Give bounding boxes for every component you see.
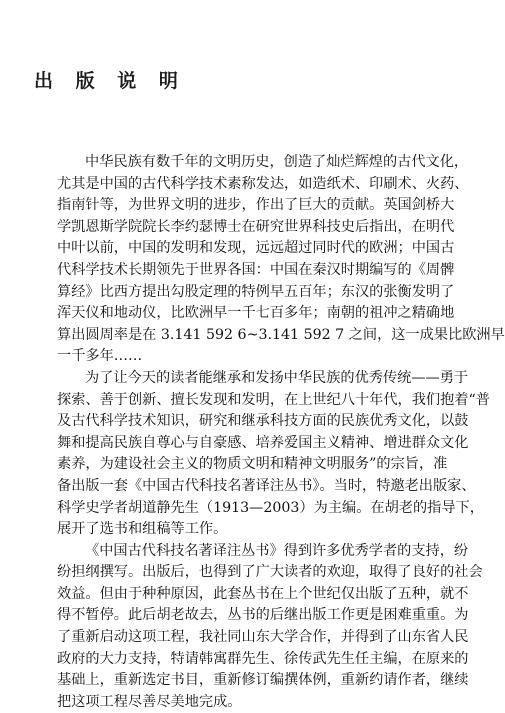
text-line: 一千多年…… xyxy=(57,348,143,365)
text-line: 算出圆周率是在 3.141 592 6~3.141 592 7 之间，这一成果比欧洲早 xyxy=(57,326,505,343)
text-line: 及古代科学技术知识，研究和继承科技方面的民族优秀文化，以鼓 xyxy=(57,413,469,430)
text-line: 素养，为建设社会主义的物质文明和精神文明服务”的宗旨，准 xyxy=(57,456,448,473)
text-line: 纷担纲撰写。出版后，也得到了广大读者的欢迎，取得了良好的社会 xyxy=(57,564,483,581)
text-line: 舞和提高民族自尊心与自豪感、培养爱国主义精神、增进群众文化 xyxy=(57,434,469,451)
text-line: 了重新启动这项工程，我社同山东大学合作，并得到了山东省人民 xyxy=(57,629,469,646)
text-line: 算经》比西方提出勾股定理的特例早五百年；东汉的张衡发明了 xyxy=(57,283,455,300)
text-line: 学凯恩斯学院院长李约瑟博士在研究世界科技史后指出，在明代 xyxy=(57,218,455,235)
text-line: 政府的大力支持，特请韩寓群先生、徐传武先生任主编，在原来的 xyxy=(57,650,469,667)
text-line: 把这项工程尽善尽美地完成。 xyxy=(57,693,242,710)
text-line: 展开了选书和组稿等工作。 xyxy=(57,521,228,538)
text-line: 基础上，重新选定书目，重新修订编撰体例，重新约请作者，继续 xyxy=(57,672,469,689)
text-line: 得不暂停。此后胡老故去，丛书的后继出版工作更是困难重重。为 xyxy=(57,607,469,624)
text-line: 浑天仪和地动仪，比欧洲早一千七百多年；南朝的祖冲之精确地 xyxy=(57,305,455,322)
text-line: 探索、善于创新、擅长发现和发明，在上世纪八十年代，我们抱着“普 xyxy=(57,391,490,408)
text-line: 备出版一套《中国古代科技名著译注丛书》。当时，特邀老出版家、 xyxy=(57,477,476,494)
text-line: 指南针等，为世界文明的进步，作出了巨大的贡献。英国剑桥大 xyxy=(57,197,455,214)
text-line: 《中国古代科技名著译注丛书》得到许多优秀学者的支持，纷 xyxy=(85,542,469,559)
text-line: 代科学技术长期领先于世界各国：中国在秦汉时期编写的《周髀 xyxy=(57,261,455,278)
text-line: 效益。但由于种种原因，此套丛书在上个世纪仅出版了五种，就不 xyxy=(57,585,469,602)
text-line: 尤其是中国的古代科学技术素称发达，如造纸术、印刷术、火药、 xyxy=(57,175,469,192)
text-line: 中华民族有数千年的文明历史，创造了灿烂辉煌的古代文化， xyxy=(85,154,469,170)
text-line: 为了让今天的读者能继承和发扬中华民族的优秀传统——勇于 xyxy=(85,369,469,386)
page-title: 出 版 说 明 xyxy=(34,70,186,92)
text-line: 科学史学者胡道静先生（1913—2003）为主编。在胡老的指导下， xyxy=(57,499,484,516)
body-text xyxy=(57,152,505,713)
text-line: 中叶以前，中国的发明和发现，远远超过同时代的欧洲；中国古 xyxy=(57,240,455,257)
